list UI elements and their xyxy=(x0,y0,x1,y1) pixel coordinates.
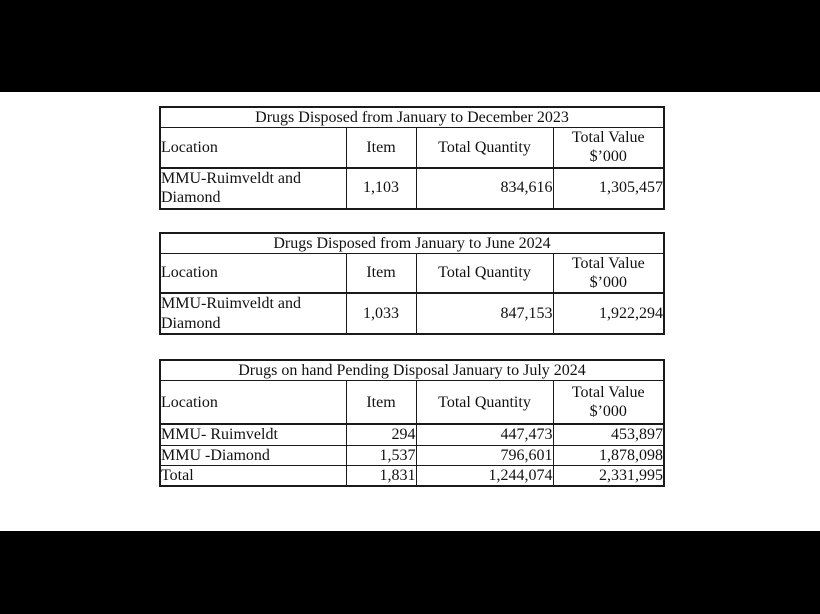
cell-value: 1,878,098 xyxy=(553,445,664,465)
column-header-item: Item xyxy=(346,253,416,293)
cell-location-line2: Diamond xyxy=(161,314,221,332)
table-header-row xyxy=(160,381,664,425)
cell-item: 1,103 xyxy=(346,168,416,209)
cell-value: 1,305,457 xyxy=(553,168,664,209)
cell-location-line1: MMU-Ruimveldt and xyxy=(161,169,301,187)
table-title: Drugs Disposed from January to December 2023 xyxy=(160,107,664,128)
table-title-row xyxy=(160,233,664,254)
column-header-value-line1: Total Value xyxy=(571,384,645,402)
column-header-quantity: Total Quantity xyxy=(416,128,553,168)
column-header-value-line2: $’000 xyxy=(589,403,627,421)
column-header-value xyxy=(553,381,664,425)
table-drugs-disposed-2024 xyxy=(159,232,665,336)
table-title-row xyxy=(160,107,664,128)
cell-location: MMU- Ruimveldt xyxy=(160,424,346,445)
table-title-row xyxy=(160,360,664,381)
column-header-value-line2: $’000 xyxy=(589,273,627,291)
column-header-location: Location xyxy=(160,253,346,293)
cell-item: 1,831 xyxy=(346,465,416,486)
page-content xyxy=(0,106,820,531)
table-header-row xyxy=(160,128,664,168)
table-drugs-disposed-2023 xyxy=(159,106,665,210)
table-title: Drugs on hand Pending Disposal January to July 2024 xyxy=(160,360,664,381)
cell-value: 2,331,995 xyxy=(553,465,664,486)
letterbox-top xyxy=(0,0,820,92)
cell-quantity: 1,244,074 xyxy=(416,465,553,486)
table-row xyxy=(160,168,664,209)
cell-item: 1,033 xyxy=(346,293,416,334)
table-row xyxy=(160,293,664,334)
cell-location xyxy=(160,168,346,209)
cell-location: Total xyxy=(160,465,346,486)
column-header-value-line2: $’000 xyxy=(589,148,627,166)
table-drugs-pending-disposal-2024 xyxy=(159,359,665,487)
table-title: Drugs Disposed from January to June 2024 xyxy=(160,233,664,254)
cell-quantity: 834,616 xyxy=(416,168,553,209)
column-header-value-line1: Total Value xyxy=(571,254,645,272)
cell-quantity: 796,601 xyxy=(416,445,553,465)
column-header-item: Item xyxy=(346,128,416,168)
column-header-quantity: Total Quantity xyxy=(416,253,553,293)
cell-location-line2: Diamond xyxy=(161,189,221,207)
column-header-value-line1: Total Value xyxy=(571,129,645,147)
table-row xyxy=(160,424,664,445)
table-header-row xyxy=(160,253,664,293)
cell-location-line1: MMU-Ruimveldt and xyxy=(161,295,301,313)
column-header-item: Item xyxy=(346,381,416,425)
column-header-quantity: Total Quantity xyxy=(416,381,553,425)
column-header-value xyxy=(553,253,664,293)
cell-location: MMU -Diamond xyxy=(160,445,346,465)
cell-quantity: 447,473 xyxy=(416,424,553,445)
cell-value: 453,897 xyxy=(553,424,664,445)
table-row xyxy=(160,445,664,465)
column-header-value xyxy=(553,128,664,168)
letterbox-bottom xyxy=(0,531,820,614)
cell-location xyxy=(160,293,346,334)
cell-quantity: 847,153 xyxy=(416,293,553,334)
cell-value: 1,922,294 xyxy=(553,293,664,334)
cell-item: 1,537 xyxy=(346,445,416,465)
cell-item: 294 xyxy=(346,424,416,445)
column-header-location: Location xyxy=(160,381,346,425)
column-header-location: Location xyxy=(160,128,346,168)
table-row-total xyxy=(160,465,664,486)
